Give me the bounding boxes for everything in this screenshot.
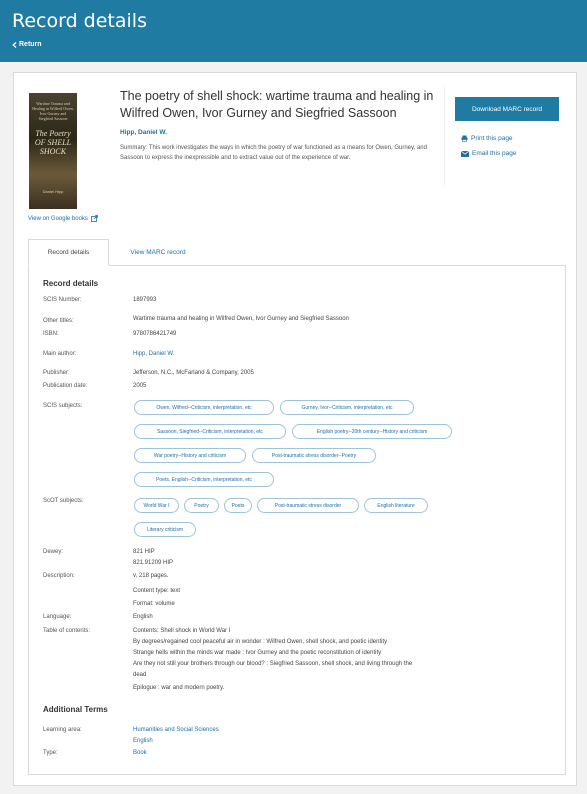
isbn-value: 9780786421749 [133, 331, 177, 337]
main-author-label: Main author: [43, 351, 77, 357]
print-icon [461, 135, 468, 142]
scot-subjects-label: ScOT subjects: [43, 498, 84, 504]
pub-date-label: Publication date: [43, 383, 88, 389]
toc-line: Are they not still your brothers through our blood? : Siegfried Sassoon, shell shock, and living through the [133, 661, 413, 667]
page-title: Record details [12, 10, 147, 32]
type-label: Type: [43, 750, 58, 756]
other-titles-label: Other titles: [43, 318, 74, 324]
content-type-value: Content type: text [133, 588, 181, 594]
record-panel [28, 265, 566, 775]
scot-pill[interactable]: English literature [364, 498, 428, 513]
google-books-link[interactable] [28, 215, 98, 222]
email-label: Email this page [472, 150, 517, 157]
scot-pill[interactable]: World War I [134, 498, 179, 513]
tab-view-marc[interactable]: View MARC record [130, 249, 186, 256]
toc-line: By degrees/regained cool peaceful air in wonder : Wilfred Owen, shell shock, and poetic identity [133, 639, 388, 645]
toc-line: dead [133, 672, 147, 678]
cover-title: The Poetry OF SHELL SHOCK [34, 129, 72, 156]
description-value: v, 218 pages. [133, 573, 169, 579]
description-label: Description: [43, 573, 75, 579]
language-label: Language: [43, 614, 72, 620]
page-header [0, 0, 587, 62]
google-books-label: View on Google books [28, 215, 88, 222]
main-author-link[interactable]: Hipp, Daniel W. [133, 351, 175, 357]
print-link[interactable] [461, 135, 513, 142]
external-link-icon [91, 215, 98, 222]
publisher-label: Publisher: [43, 370, 70, 376]
isbn-label: ISBN: [43, 331, 59, 337]
return-label: Return [19, 41, 42, 48]
publisher-value: Jefferson, N.C., McFarland & Company, 2005 [133, 370, 254, 376]
record-details-heading: Record details [43, 279, 99, 288]
type-link[interactable]: Book [133, 750, 147, 756]
subject-pill[interactable]: Poets, English--Criticism, interpretation, etc [134, 472, 274, 487]
cover-author: Daniel Hipp [42, 189, 64, 194]
learning-area-label: Learning area: [43, 727, 82, 733]
dewey-label: Dewey: [43, 549, 64, 555]
scis-subjects-label: SCIS subjects: [43, 403, 83, 409]
print-label: Print this page [471, 135, 513, 142]
toc-label: Table of contents: [43, 628, 91, 634]
other-titles-value: Wartime trauma and healing in Wilfred Owen, Ivor Gurney and Siegfried Sassoon [133, 316, 349, 322]
chevron-left-icon [12, 42, 17, 48]
learning-area-link-1[interactable]: Humanities and Social Sciences [133, 727, 219, 733]
subject-pill[interactable]: Post-traumatic stress disorder--Poetry [252, 448, 376, 463]
toc-line: Epilogue : war and modern poetry. [133, 685, 225, 691]
learning-area-link-2[interactable]: English [133, 738, 153, 744]
scis-number-label: SCIS Number: [43, 297, 82, 303]
email-link[interactable] [461, 150, 516, 157]
toc-line: Strange hells within the minds war made : Ivor Gurney and the poetic reconstitution of identity [133, 650, 382, 656]
book-title: The poetry of shell shock: wartime trauma and healing in Wilfred Owen, Ivor Gurney and Siegfried Sassoon [120, 89, 434, 120]
book-summary: Summary: This work investigates the ways in which the poetry of war functioned as a means for Owen, Gurney, and Sassoon to express the inexpressible and to extract value out of the experience of war. [120, 145, 427, 161]
subject-pill[interactable]: War poetry--History and criticism [134, 448, 246, 463]
scot-pill[interactable]: Poetry [184, 498, 219, 513]
return-link[interactable] [12, 41, 42, 48]
download-marc-button[interactable]: Download MARC record [455, 97, 559, 121]
subject-pill[interactable]: English poetry--20th century--History and criticism [292, 424, 452, 439]
envelope-icon [461, 151, 469, 157]
dewey-value-2: 821.91209 HIP [133, 560, 174, 566]
scot-pill[interactable]: Post-traumatic stress disorder [257, 498, 359, 513]
subject-pill[interactable]: Gurney, Ivor--Criticism, interpretation, etc [280, 400, 414, 415]
book-cover[interactable] [29, 93, 77, 209]
actions-panel [444, 87, 568, 185]
additional-terms-heading: Additional Terms [43, 705, 108, 714]
scot-pill[interactable]: Literary criticism [134, 522, 196, 537]
tab-record-details[interactable]: Record details [28, 239, 109, 266]
subject-pill[interactable]: Sassoon, Siegfried--Criticism, interpretation, etc [134, 424, 286, 439]
record-card [13, 72, 577, 786]
format-value: Format: volume [133, 601, 175, 607]
language-value: English [133, 614, 153, 620]
pub-date-value: 2005 [133, 383, 147, 389]
record-tabs [28, 239, 566, 265]
subject-pill[interactable]: Owen, Wilfred--Criticism, interpretation, etc [134, 400, 274, 415]
book-author-link[interactable]: Hipp, Daniel W. [120, 129, 167, 136]
dewey-value-1: 821 HIP [133, 549, 155, 555]
scis-number-value: 1897993 [133, 297, 157, 303]
scot-pill[interactable]: Poets [224, 498, 252, 513]
cover-subtitle: Wartime Trauma and Healing in Wilfred Owen, Ivor Gurney and Siegfried Sassoon [32, 101, 74, 121]
toc-line: Contents: Shell shock in World War I [133, 628, 231, 634]
